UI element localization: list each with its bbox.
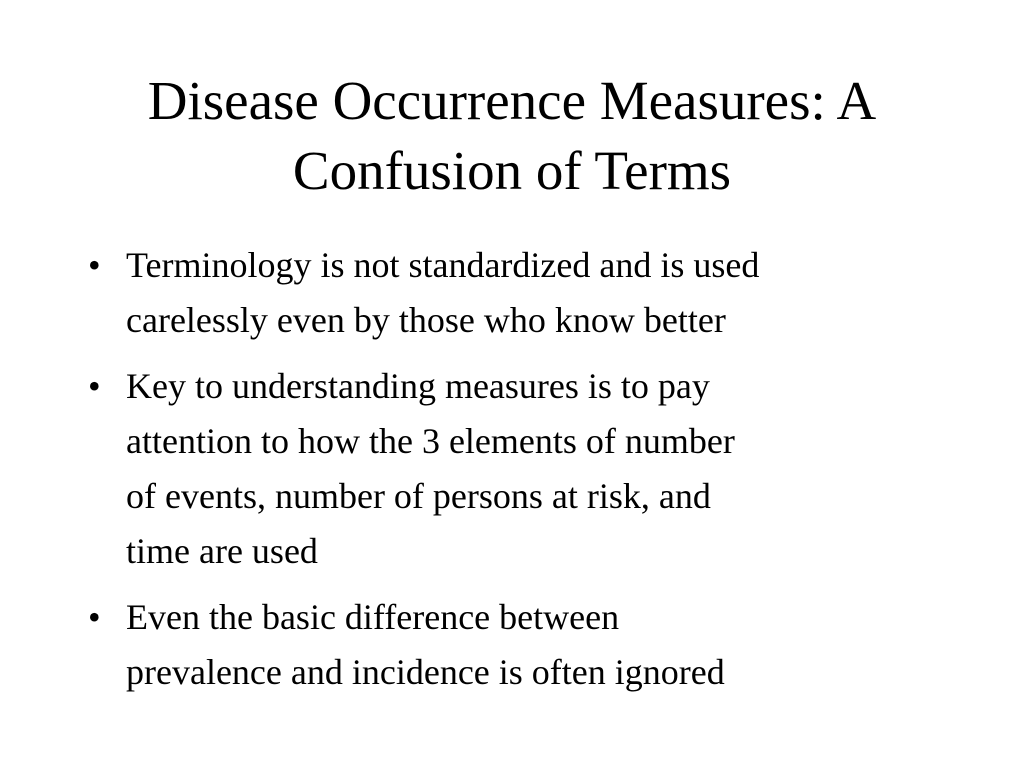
bullet-text [126, 238, 958, 348]
bullet-line: of events, number of persons at risk, and [126, 476, 711, 516]
slide-title-line-2: Confusion of Terms [292, 140, 732, 201]
bullet-line: attention to how the 3 elements of number [126, 421, 735, 461]
bullet-marker: • [88, 597, 101, 637]
slide-title [60, 66, 964, 206]
bullet-item-key-to-understanding [88, 359, 958, 579]
bullet-text [126, 359, 958, 579]
bullet-line: carelessly even by those who know better [126, 300, 726, 340]
bullet-item-basic-difference [88, 590, 958, 700]
bullet-marker: • [88, 366, 101, 406]
bullet-line: prevalence and incidence is often ignored [126, 652, 725, 692]
bullet-list [88, 238, 958, 711]
bullet-line: Even the basic difference between [126, 597, 620, 637]
bullet-marker: • [88, 245, 101, 285]
bullet-line: time are used [126, 531, 318, 571]
bullet-line: Terminology is not standardized and is used [126, 245, 760, 285]
bullet-line: Key to understanding measures is to pay [126, 366, 710, 406]
slide-title-line-1: Disease Occurrence Measures: A [147, 70, 877, 131]
bullet-text [126, 590, 958, 700]
bullet-item-terminology [88, 238, 958, 348]
